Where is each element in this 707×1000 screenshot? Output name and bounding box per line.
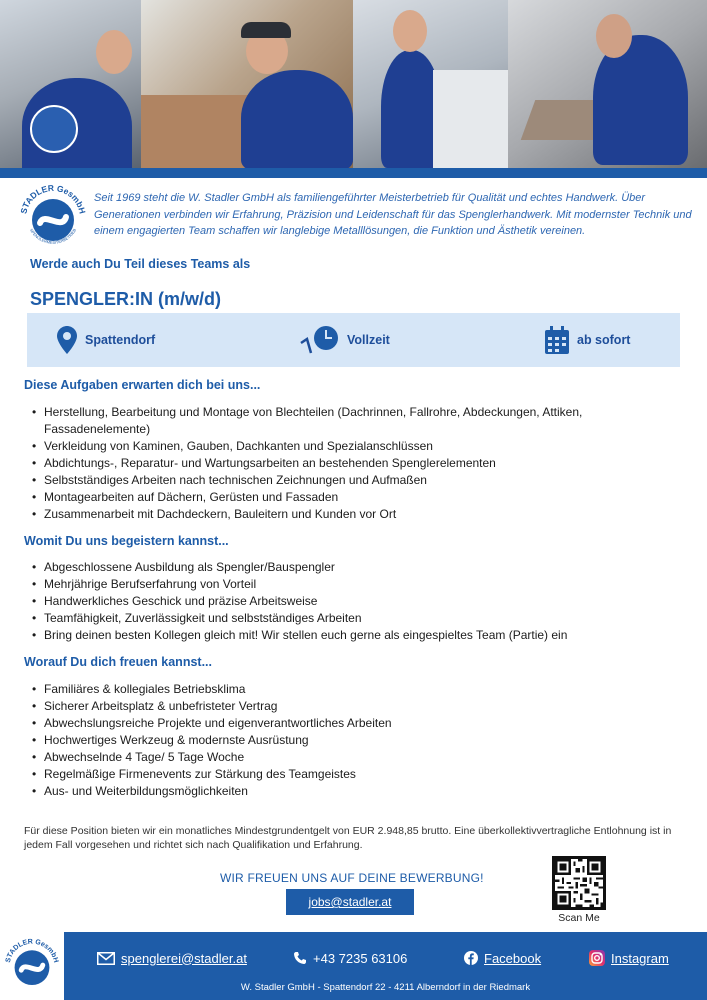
footer-email-text: spenglerei@stadler.at (121, 950, 247, 966)
list-item: • Abwechselnde 4 Tage/ 5 Tage Woche (30, 749, 680, 766)
footer-email-link[interactable] (97, 949, 247, 967)
photo-worker-blue-jacket (0, 0, 141, 168)
list-item: • Zusammenarbeit mit Dachdeckern, Bauleitern und Kunden vor Ort (30, 506, 680, 523)
company-intro: Seit 1969 steht die W. Stadler GmbH als familiengeführter Meisterbetrieb für Qualität und echtes Handwerk. Über Generationen verbinden wir Erfahrung, Präzision und Leidenschaft für das Spenglerhandwerk. Mit modernster Technik und einem engagierten Team schaffen wir langlebige Metalllösungen, die Funktion und Ästhetik vereinen. (94, 192, 692, 237)
list-item: • Herstellung, Bearbeitung und Montage von Blechteilen (Dachrinnen, Fallrohre, Abdeckungen, Attiken, Fassadenelemente) (30, 404, 680, 438)
clock-icon (299, 325, 339, 355)
photo-worker-machine (353, 0, 508, 168)
facebook-icon (464, 951, 478, 965)
requirements-heading: Womit Du uns begeistern kannst... (24, 534, 229, 548)
footer-phone-text: +43 7235 63106 (313, 950, 408, 966)
benefits-heading: Worauf Du dich freuen kannst... (24, 655, 212, 669)
list-item: • Abdichtungs-, Reparatur- und Wartungsarbeiten an bestehenden Spenglerelementen (30, 455, 680, 472)
salary-notice: Für diese Position bieten wir ein monatliches Mindestgrundentgelt von EUR 2.948,85 brutto. Eine überkollektivvertragliche Entlohnung ist in jedem Fall vorgesehen und richtet sich nach Qualifikation und Erfahrung. (24, 825, 672, 851)
list-item: • Abwechslungsreiche Projekte und eigenverantwortliches Arbeiten (30, 715, 680, 732)
benefits-list (30, 681, 680, 800)
logo-subtext: SPENGLERMEISTERBETRIEB (28, 227, 78, 245)
calendar-icon (545, 326, 569, 354)
list-item: • Teamfähigkeit, Zuverlässigkeit und selbstständiges Arbeiten (30, 610, 680, 627)
footer-facebook-link[interactable] (464, 949, 541, 967)
hours-label: Vollzeit (347, 333, 390, 347)
company-logo (18, 183, 88, 253)
photo-worker-sheet-metal (508, 0, 707, 168)
list-item: • Familiäres & kollegiales Betriebsklima (30, 681, 680, 698)
list-item: • Regelmäßige Firmenevents zur Stärkung des Teamgeistes (30, 766, 680, 783)
list-item: • Aus- und Weiterbildungsmöglichkeiten (30, 783, 680, 800)
photo-worker-cap (141, 0, 353, 168)
tasks-list (30, 404, 680, 523)
list-item: • Verkleidung von Kaminen, Gauben, Dachkanten und Spezialanschlüssen (30, 438, 680, 455)
info-start (545, 313, 630, 367)
list-item: • Sicherer Arbeitsplatz & unbefristeter Vertrag (30, 698, 680, 715)
team-subheading: Werde auch Du Teil dieses Teams als (30, 257, 251, 271)
logo-text: STADLER GesmbH (18, 183, 88, 215)
photo-strip (0, 0, 707, 168)
tasks-heading: Diese Aufgaben erwarten dich bei uns... (24, 378, 261, 392)
list-item: • Bring deinen besten Kollegen gleich mit! Wir stellen euch gerne als eingespieltes Team (Partie) ein (30, 627, 680, 644)
list-item: • Abgeschlossene Ausbildung als Spengler/Bauspengler (30, 559, 680, 576)
job-info-bar (27, 313, 680, 367)
list-item: • Montagearbeiten auf Dächern, Gerüsten und Fassaden (30, 489, 680, 506)
instagram-icon (589, 950, 605, 966)
info-location (57, 313, 155, 367)
envelope-icon (97, 952, 115, 965)
header-blue-band (0, 168, 707, 178)
apply-email-button[interactable]: jobs@stadler.at (286, 889, 414, 915)
application-cta: WIR FREUEN UNS AUF DEINE BEWERBUNG! (220, 871, 484, 885)
requirements-list (30, 559, 680, 644)
list-item: • Handwerkliches Geschick und präzise Arbeitsweise (30, 593, 680, 610)
phone-icon (293, 951, 307, 965)
footer-logo-text: STADLER GesmbH (4, 938, 60, 964)
job-title: SPENGLER:IN (m/w/d) (30, 289, 222, 309)
footer-address: W. Stadler GmbH - Spattendorf 22 - 4211 Alberndorf in der Riedmark (240, 982, 531, 993)
footer-logo (0, 932, 64, 1000)
scan-me-label: Scan Me (558, 912, 600, 924)
footer-phone-link[interactable] (293, 949, 407, 967)
start-label: ab sofort (577, 333, 631, 347)
list-item: • Hochwertiges Werkzeug & modernste Ausrüstung (30, 732, 680, 749)
list-item: • Mehrjährige Berufserfahrung von Vorteil (30, 576, 680, 593)
qr-code[interactable] (552, 856, 606, 910)
footer-instagram-text: Instagram (611, 950, 669, 966)
footer-instagram-link[interactable] (589, 949, 669, 967)
list-item: • Selbstständiges Arbeiten nach technischen Zeichnungen und Aufmaßen (30, 472, 680, 489)
footer-facebook-text: Facebook (484, 950, 542, 966)
location-label: Spattendorf (85, 333, 156, 347)
location-pin-icon (57, 326, 77, 354)
info-hours (299, 313, 390, 367)
